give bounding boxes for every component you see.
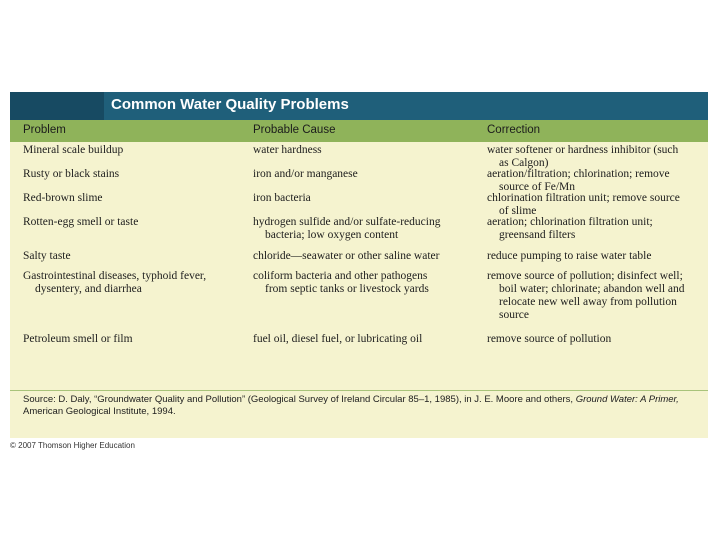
cell-line: aeration/filtration; chlorination; remove bbox=[487, 168, 670, 180]
correction-cell bbox=[487, 144, 702, 170]
cell-line: reduce pumping to raise water table bbox=[487, 250, 652, 262]
problem-cell bbox=[23, 333, 248, 346]
cell-line: Rotten-egg smell or taste bbox=[23, 216, 139, 228]
problem-cell bbox=[23, 270, 248, 296]
problem-cell bbox=[23, 144, 248, 157]
correction-cell bbox=[487, 333, 702, 346]
source-divider bbox=[10, 390, 708, 391]
cause-cell bbox=[253, 144, 481, 157]
cell-line: Salty taste bbox=[23, 250, 71, 262]
cell-line: water softener or hardness inhibitor (such bbox=[487, 144, 679, 156]
cell-line: dysentery, and diarrhea bbox=[35, 283, 142, 295]
header-problem: Problem bbox=[23, 124, 66, 136]
cell-line: aeration; chlorination filtration unit; bbox=[487, 216, 653, 228]
cause-cell bbox=[253, 216, 481, 242]
cell-line: relocate new well away from pollution bbox=[499, 296, 677, 308]
cell-line: Rusty or black stains bbox=[23, 168, 120, 180]
correction-cell bbox=[487, 168, 702, 194]
cell-line: source of Fe/Mn bbox=[499, 181, 576, 193]
cell-line: hydrogen sulfide and/or sulfate-reducing bbox=[253, 216, 441, 228]
cell-line: Gastrointestinal diseases, typhoid fever, bbox=[23, 270, 207, 282]
cell-line: source bbox=[499, 309, 530, 321]
cell-line: coliform bacteria and other pathogens bbox=[253, 270, 428, 282]
cell-line: as Calgon) bbox=[499, 157, 549, 169]
cause-cell bbox=[253, 270, 481, 296]
cell-line: bacteria; low oxygen content bbox=[265, 229, 399, 241]
correction-cell bbox=[487, 192, 702, 218]
copyright-notice: © 2007 Thomson Higher Education bbox=[10, 441, 135, 450]
title-tab bbox=[10, 92, 104, 120]
cause-cell bbox=[253, 192, 481, 205]
cause-cell bbox=[253, 333, 481, 346]
problem-cell bbox=[23, 192, 248, 205]
cell-line: remove source of pollution; disinfect well; bbox=[487, 270, 683, 282]
correction-cell bbox=[487, 216, 702, 242]
problem-cell bbox=[23, 250, 248, 263]
table-title-bar bbox=[10, 92, 708, 120]
cell-line: Petroleum smell or film bbox=[23, 333, 133, 345]
cell-line: boil water; chlorinate; abandon well and bbox=[499, 283, 685, 295]
cell-line: Red-brown slime bbox=[23, 192, 103, 204]
cell-line: water hardness bbox=[253, 144, 322, 156]
cell-line: from septic tanks or livestock yards bbox=[265, 283, 429, 295]
source-book-title: Ground Water: A Primer, bbox=[575, 394, 679, 405]
cell-line: remove source of pollution bbox=[487, 333, 612, 345]
cell-line: iron bacteria bbox=[253, 192, 311, 204]
problem-cell bbox=[23, 216, 248, 229]
problem-cell bbox=[23, 168, 248, 181]
correction-cell bbox=[487, 250, 702, 263]
cell-line: chloride—seawater or other saline water bbox=[253, 250, 440, 262]
cell-line: Mineral scale buildup bbox=[23, 144, 124, 156]
cell-line: chlorination filtration unit; remove source bbox=[487, 192, 680, 204]
table-title: Common Water Quality Problems bbox=[111, 96, 349, 113]
cell-line: greensand filters bbox=[499, 229, 576, 241]
cell-line: of slime bbox=[499, 205, 537, 217]
cause-cell bbox=[253, 250, 481, 263]
header-correction: Correction bbox=[487, 124, 541, 136]
source-publisher: American Geological Institute, 1994. bbox=[23, 406, 176, 417]
table-header-row bbox=[10, 120, 708, 142]
source-text: Source: D. Daly, “Groundwater Quality and Pollution” (Geological Survey of Ireland Circular 85–1, 1985), in J. E. Moore and others, bbox=[23, 394, 576, 405]
cell-line: fuel oil, diesel fuel, or lubricating oil bbox=[253, 333, 423, 345]
cell-line: iron and/or manganese bbox=[253, 168, 358, 180]
cause-cell bbox=[253, 168, 481, 181]
correction-cell bbox=[487, 270, 702, 322]
source-citation bbox=[23, 394, 703, 418]
water-quality-table bbox=[10, 92, 708, 438]
header-probable-cause: Probable Cause bbox=[253, 124, 336, 136]
